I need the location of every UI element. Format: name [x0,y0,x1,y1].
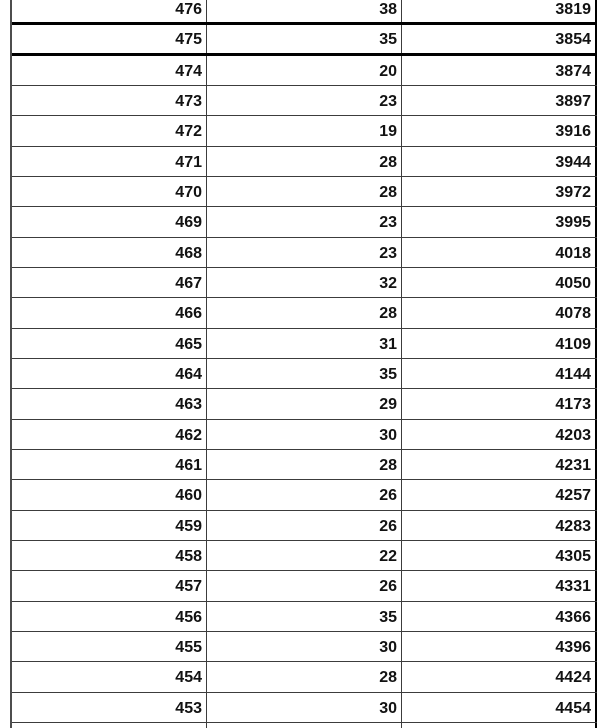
table-cell[interactable]: 20 [207,56,402,85]
table-row [12,511,597,541]
table-cell[interactable]: 461 [12,450,207,479]
table-row [12,602,597,632]
table-cell[interactable] [207,723,402,728]
table-row [12,116,597,146]
table-cell[interactable]: 23 [207,238,402,267]
table-cell[interactable]: 22 [207,541,402,570]
table-cell[interactable]: 35 [207,602,402,631]
table-cell[interactable]: 4109 [402,329,597,358]
table-cell[interactable]: 31 [207,329,402,358]
spreadsheet-table [10,0,597,728]
table-cell[interactable]: 3874 [402,56,597,85]
table-cell[interactable]: 467 [12,268,207,297]
table-row [12,480,597,510]
table-cell[interactable]: 3972 [402,177,597,206]
table-cell[interactable]: 4424 [402,662,597,691]
table-row [12,268,597,298]
table-cell[interactable]: 4203 [402,420,597,449]
table-row [12,298,597,328]
table-cell[interactable]: 463 [12,389,207,418]
table-cell[interactable]: 4018 [402,238,597,267]
table-cell[interactable]: 23 [207,207,402,236]
table-row [12,359,597,389]
table-row [12,389,597,419]
table-cell[interactable]: 3819 [402,0,597,22]
table-cell[interactable]: 30 [207,693,402,722]
table-cell[interactable]: 457 [12,571,207,600]
table-cell[interactable]: 3944 [402,147,597,176]
table-cell[interactable]: 19 [207,116,402,145]
table-cell[interactable]: 4173 [402,389,597,418]
table-cell[interactable]: 30 [207,420,402,449]
table-cell[interactable] [402,723,597,728]
table-cell[interactable]: 470 [12,177,207,206]
table-cell[interactable]: 4331 [402,571,597,600]
table-cell[interactable]: 35 [207,359,402,388]
table-row [12,25,597,55]
table-row [12,177,597,207]
table-row [12,541,597,571]
table-cell[interactable]: 468 [12,238,207,267]
table-row [12,571,597,601]
table-cell[interactable]: 26 [207,480,402,509]
table-row [12,693,597,723]
table-cell[interactable]: 3916 [402,116,597,145]
table-row [12,329,597,359]
table-row [12,207,597,237]
table-cell[interactable]: 3854 [402,25,597,52]
table-cell[interactable]: 4283 [402,511,597,540]
table-cell[interactable]: 23 [207,86,402,115]
table-cell[interactable]: 460 [12,480,207,509]
table-cell[interactable]: 28 [207,177,402,206]
table-cell[interactable]: 474 [12,56,207,85]
table-cell[interactable]: 454 [12,662,207,691]
table-cell[interactable]: 4144 [402,359,597,388]
table-row [12,450,597,480]
table-cell[interactable]: 466 [12,298,207,327]
table-cell[interactable]: 453 [12,693,207,722]
table-cell[interactable]: 469 [12,207,207,236]
table-cell[interactable]: 473 [12,86,207,115]
table-row [12,86,597,116]
table-cell[interactable]: 4078 [402,298,597,327]
table-row [12,0,597,25]
table-cell[interactable]: 35 [207,25,402,52]
table-cell[interactable]: 475 [12,25,207,52]
table-cell[interactable]: 4454 [402,693,597,722]
table-cell[interactable]: 4366 [402,602,597,631]
table-cell[interactable]: 472 [12,116,207,145]
table-cell[interactable]: 28 [207,662,402,691]
table-cell[interactable]: 32 [207,268,402,297]
table-cell[interactable]: 26 [207,571,402,600]
table-row [12,723,597,728]
table-cell[interactable]: 465 [12,329,207,358]
table-cell[interactable]: 458 [12,541,207,570]
table-cell[interactable]: 28 [207,298,402,327]
table-cell[interactable]: 28 [207,450,402,479]
table-cell[interactable]: 456 [12,602,207,631]
table-cell[interactable]: 30 [207,632,402,661]
table-cell[interactable]: 3995 [402,207,597,236]
table-cell[interactable]: 459 [12,511,207,540]
table-cell[interactable]: 38 [207,0,402,22]
table-cell[interactable]: 462 [12,420,207,449]
table-row [12,662,597,692]
table-row [12,238,597,268]
table-cell[interactable]: 471 [12,147,207,176]
table-cell[interactable]: 455 [12,632,207,661]
table-cell[interactable]: 29 [207,389,402,418]
table-cell[interactable]: 4231 [402,450,597,479]
table-cell[interactable]: 4305 [402,541,597,570]
table-row [12,56,597,86]
table-cell[interactable]: 28 [207,147,402,176]
table-row [12,420,597,450]
table-cell[interactable]: 4396 [402,632,597,661]
table-cell[interactable]: 464 [12,359,207,388]
table-cell[interactable]: 476 [12,0,207,22]
table-cell[interactable]: 4050 [402,268,597,297]
table-row [12,147,597,177]
table-cell[interactable]: 26 [207,511,402,540]
table-row [12,632,597,662]
table-cell[interactable]: 4257 [402,480,597,509]
table-cell[interactable]: 3897 [402,86,597,115]
table-cell[interactable] [12,723,207,728]
